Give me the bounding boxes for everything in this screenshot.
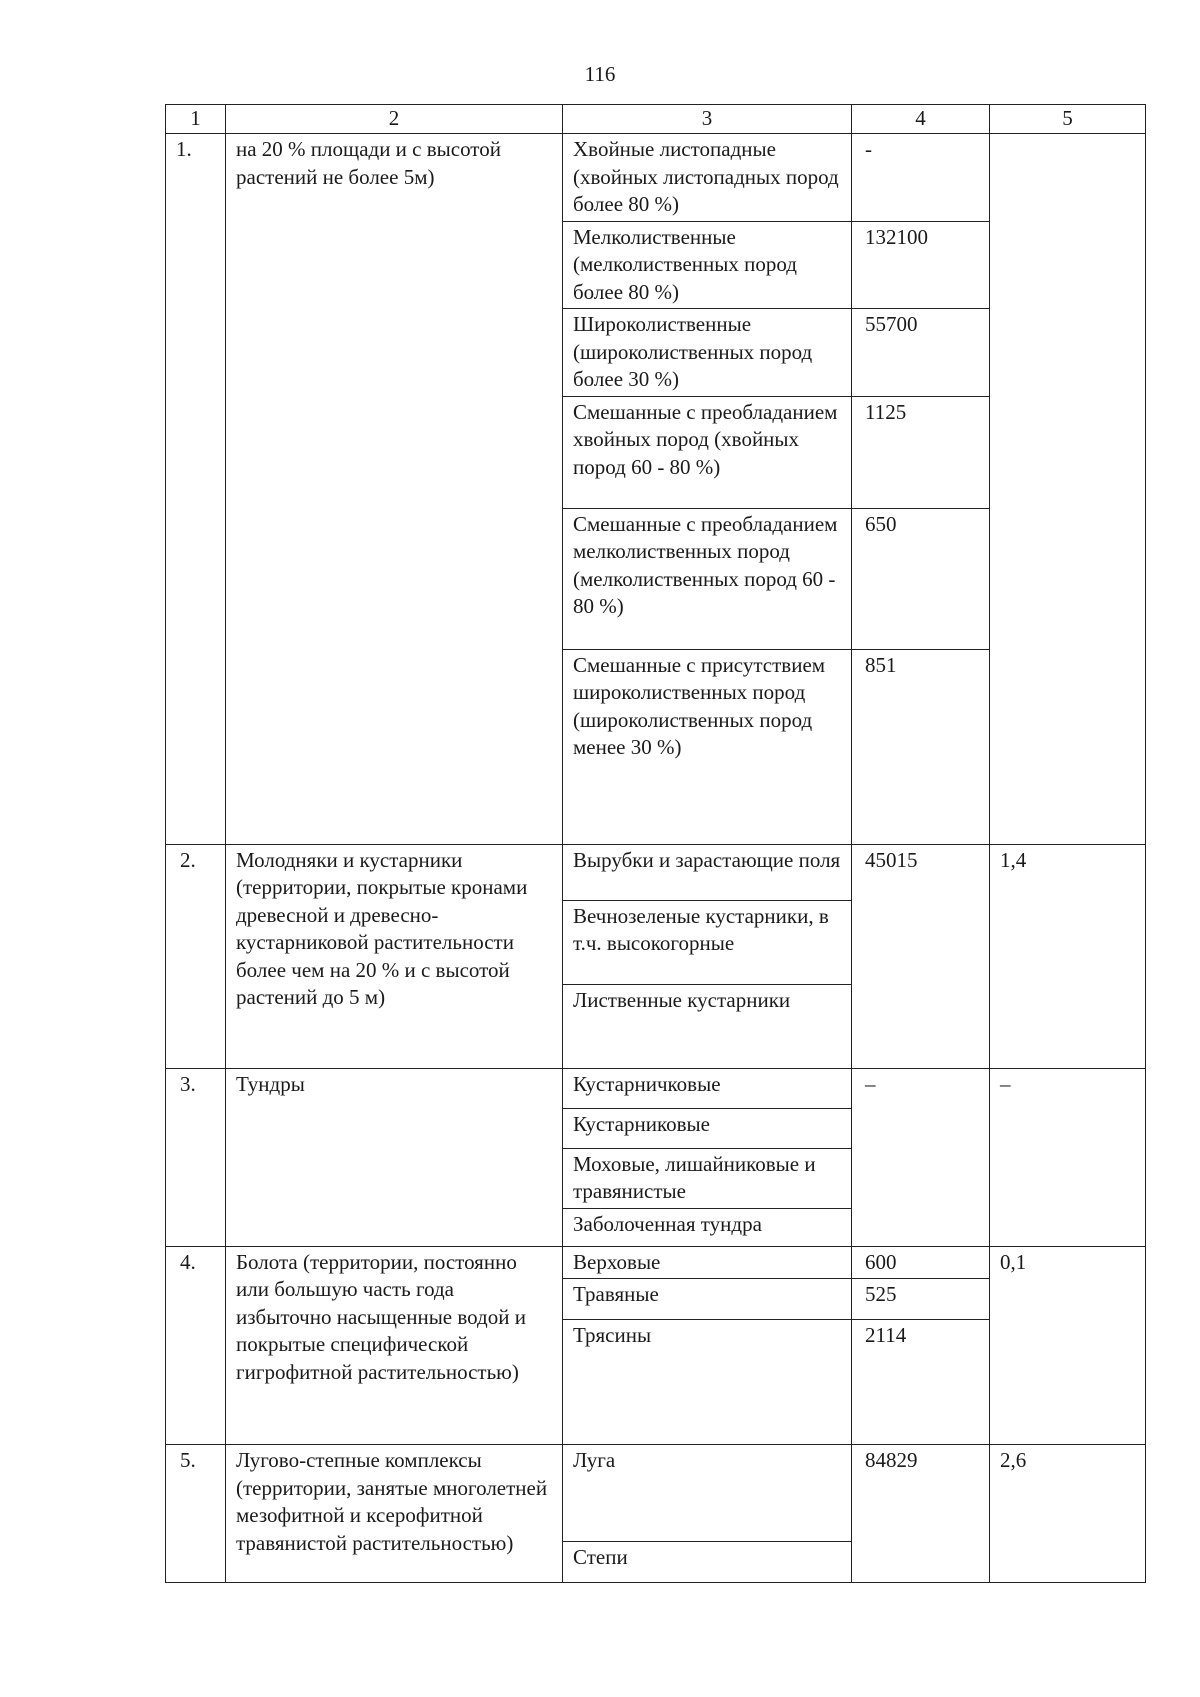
share-cell: 2,6: [990, 1445, 1146, 1583]
value-cell: 525: [852, 1279, 990, 1320]
subtype-cell: Верховые: [563, 1246, 852, 1279]
subtype-cell: Кустарничковые: [563, 1068, 852, 1108]
column-header: 4: [852, 105, 990, 134]
share-cell: –: [990, 1068, 1146, 1246]
subtype-cell: Моховые, лишайниковые и травянистые: [563, 1148, 852, 1208]
row-description: Лугово-степные комплексы (территории, занятые многолетней мезофитной и ксерофитной травянистой растительностью): [226, 1445, 563, 1583]
subtype-cell: Луга: [563, 1445, 852, 1542]
column-header: 3: [563, 105, 852, 134]
share-cell: [990, 134, 1146, 845]
row-description: на 20 % площади и с высотой растений не более 5м): [226, 134, 563, 845]
column-header: 5: [990, 105, 1146, 134]
subtype-cell: Степи: [563, 1542, 852, 1583]
subtype-cell: Травяные: [563, 1279, 852, 1320]
value-cell: 132100: [852, 221, 990, 309]
value-cell: 2114: [852, 1320, 990, 1445]
subtype-cell: Лиственные кустарники: [563, 984, 852, 1068]
subtype-cell: Смешанные с преобладанием мелколиственных пород (мелколиственных пород 60 - 80 %): [563, 508, 852, 649]
value-cell: -: [852, 134, 990, 222]
value-cell: 600: [852, 1246, 990, 1279]
subtype-cell: Вырубки и зарастающие поля: [563, 844, 852, 900]
value-cell: 1125: [852, 396, 990, 508]
subtype-cell: Заболоченная тундра: [563, 1208, 852, 1246]
value-cell: 55700: [852, 309, 990, 397]
row-number: 4.: [166, 1246, 226, 1445]
table-header-row: [166, 105, 1146, 134]
subtype-cell: Вечнозеленые кустарники, в т.ч. высокогорные: [563, 900, 852, 984]
subtype-cell: Смешанные с преобладанием хвойных пород (хвойных пород 60 - 80 %): [563, 396, 852, 508]
subtype-cell: Широколиственные (широколиственных пород более 30 %): [563, 309, 852, 397]
value-cell: 851: [852, 649, 990, 844]
value-cell: 650: [852, 508, 990, 649]
column-header: 2: [226, 105, 563, 134]
column-header: 1: [166, 105, 226, 134]
table-row: [166, 1246, 1146, 1279]
table-row: [166, 134, 1146, 222]
page-number: 116: [584, 62, 616, 86]
value-cell: –: [852, 1068, 990, 1246]
value-cell: 45015: [852, 844, 990, 1068]
subtype-cell: Мелколиственные (мелколиственных пород более 80 %): [563, 221, 852, 309]
share-cell: 1,4: [990, 844, 1146, 1068]
row-number: 3.: [166, 1068, 226, 1246]
row-description: Молодняки и кустарники (территории, покрытые кронами древесной и древесно-кустарниковой растительности более чем на 20 % и с высотой растений до 5 м): [226, 844, 563, 1068]
row-description: Тундры: [226, 1068, 563, 1246]
table-row: [166, 1068, 1146, 1108]
subtype-cell: Кустарниковые: [563, 1108, 852, 1148]
subtype-cell: Хвойные листопадные (хвойных листопадных пород более 80 %): [563, 134, 852, 222]
subtype-cell: Трясины: [563, 1320, 852, 1445]
row-number: 5.: [166, 1445, 226, 1583]
row-number: 1.: [166, 134, 226, 845]
table-row: [166, 1445, 1146, 1542]
table-row: [166, 844, 1146, 900]
value-cell: 84829: [852, 1445, 990, 1583]
row-number: 2.: [166, 844, 226, 1068]
subtype-cell: Смешанные с присутствием широколиственных пород (широколиственных пород менее 30 %): [563, 649, 852, 844]
forest-types-table: [165, 104, 1146, 1583]
share-cell: 0,1: [990, 1246, 1146, 1445]
row-description: Болота (территории, постоянно или большую часть года избыточно насыщенные водой и покрытые специфической гигрофитной растительностью): [226, 1246, 563, 1445]
